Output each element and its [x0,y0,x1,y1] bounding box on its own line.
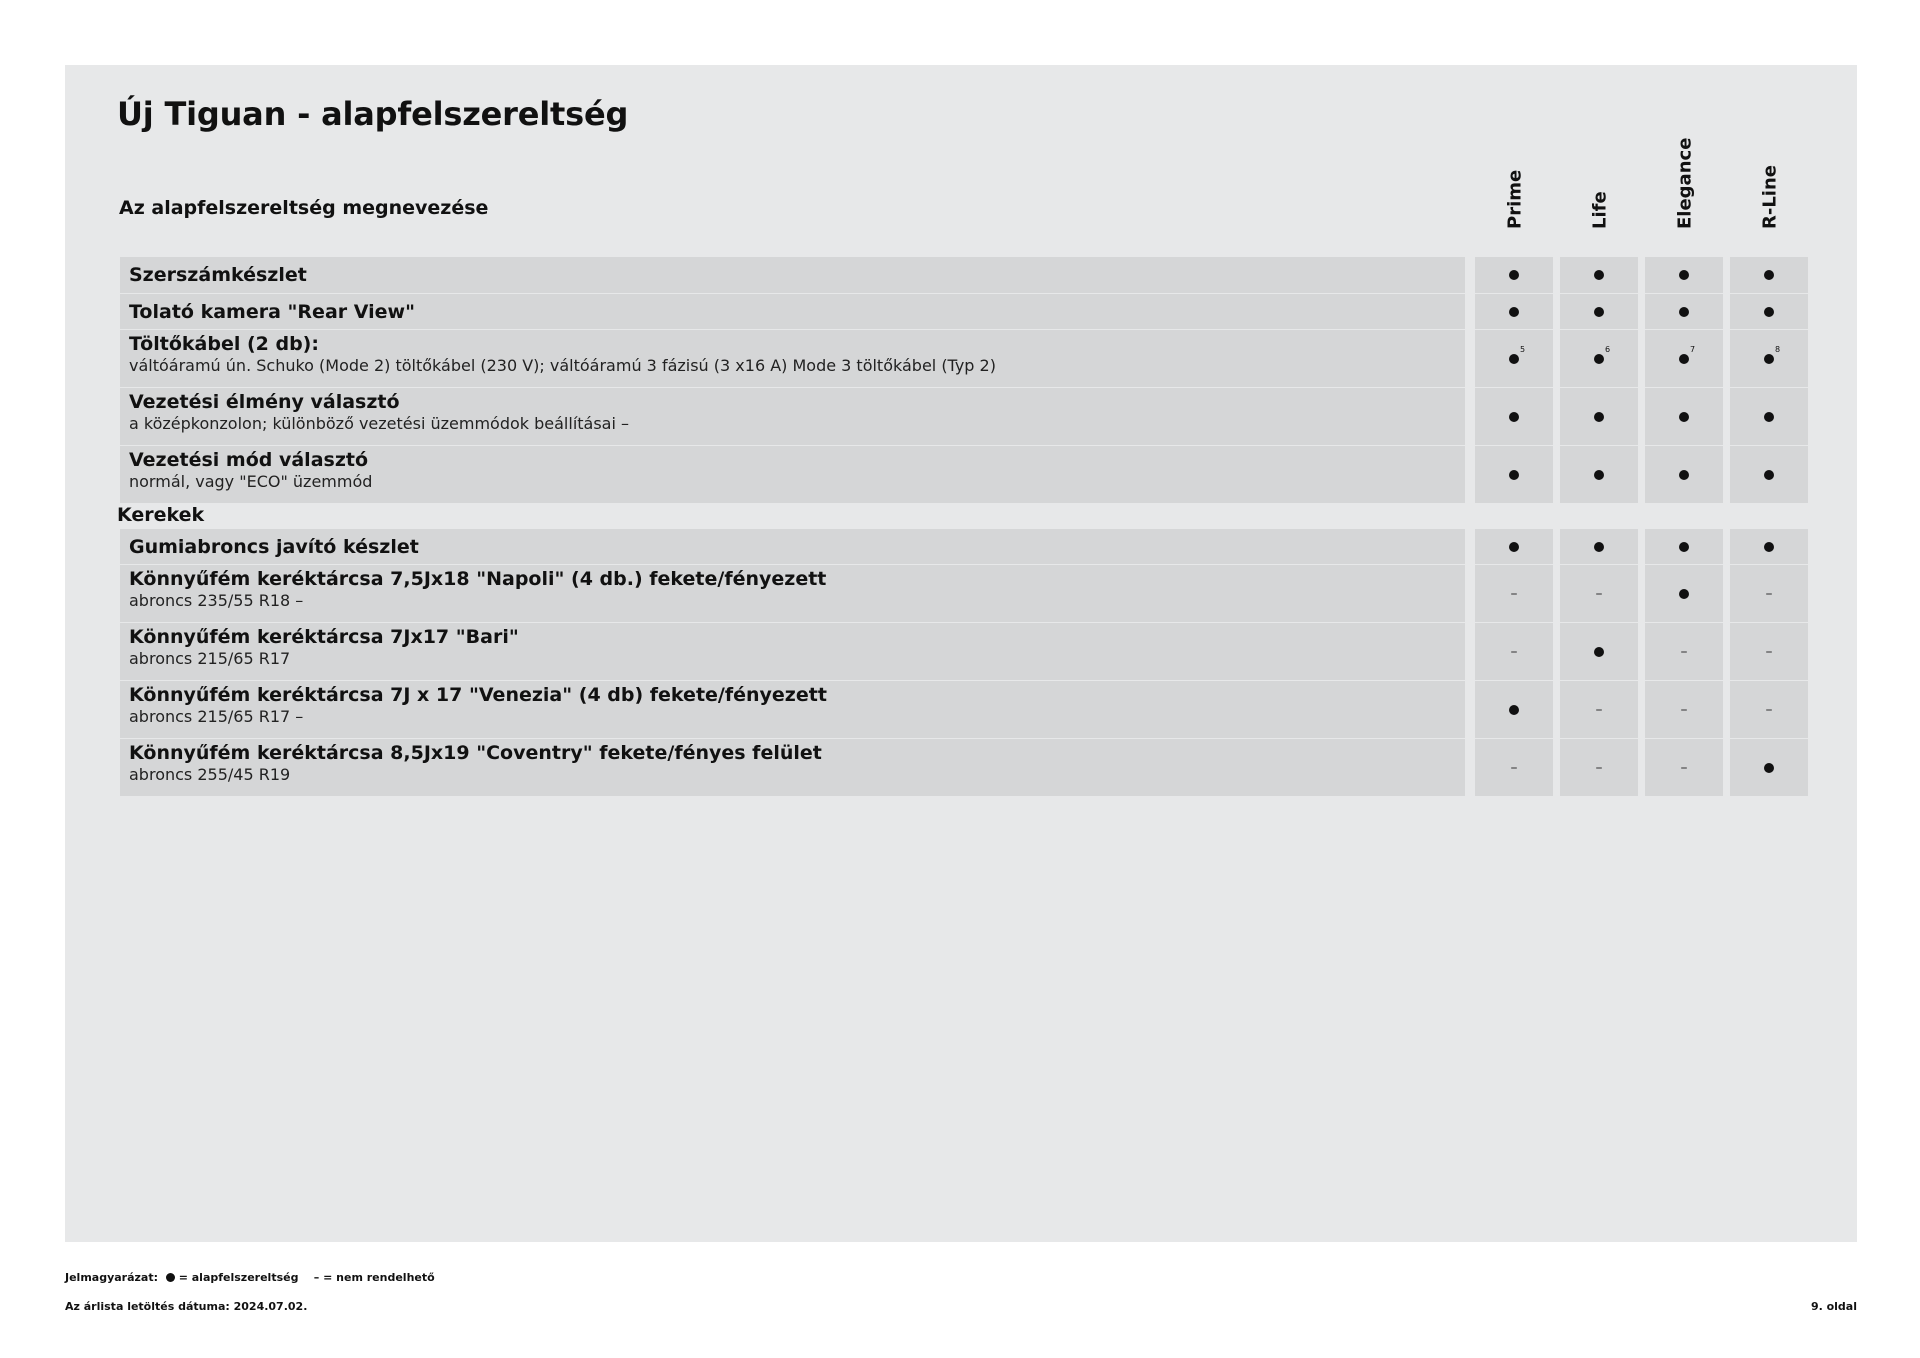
footnote-marker: 6 [1605,344,1611,354]
table-row [120,739,1804,796]
not-available-dash: – [1765,701,1773,718]
row-title: Könnyűfém keréktárcsa 8,5Jx19 "Coventry" fekete/fényes felület [129,742,822,764]
availability-cell-r-line [1730,294,1808,329]
not-available-dash: – [1595,585,1603,602]
not-available-dash: – [1680,643,1688,660]
standard-dot-icon [1594,645,1604,659]
row-label [120,294,1465,329]
availability-cell-elegance [1645,623,1723,680]
row-title: Vezetési élmény választó [129,391,400,413]
availability-cell-life [1560,294,1638,329]
availability-cell-prime [1475,388,1553,445]
row-title: Könnyűfém keréktárcsa 7,5Jx18 "Napoli" (4 db.) fekete/fényezett [129,568,827,590]
row-label [120,388,1465,445]
row-description: a középkonzolon; különböző vezetési üzemmódok beállításai – [129,414,630,433]
availability-cell-elegance [1645,739,1723,796]
row-description: abroncs 215/65 R17 – [129,707,304,726]
row-description: normál, vagy "ECO" üzemmód [129,472,373,491]
not-available-dash: – [1595,759,1603,776]
row-label [120,681,1465,738]
availability-cell-prime [1475,446,1553,503]
download-date: Az árlista letöltés dátuma: 2024.07.02. [65,1300,308,1313]
availability-cell-life [1560,388,1638,445]
legend [65,1271,435,1284]
standard-dot-icon [1764,468,1774,482]
availability-cell-elegance [1645,257,1723,293]
availability-cell-life [1560,257,1638,293]
availability-cell-life [1560,681,1638,738]
standard-dot-icon [1764,344,1781,366]
page-title: Új Tiguan - alapfelszereltség [117,95,629,133]
column-header-r-line: R-Line [1759,165,1781,229]
not-available-dash: – [1765,643,1773,660]
availability-cell-prime [1475,739,1553,796]
availability-cell-r-line [1730,330,1808,387]
not-available-dash: – [1765,585,1773,602]
standard-dot-icon [1594,268,1604,282]
table-row [120,623,1804,680]
standard-dot-icon [1679,540,1689,554]
row-label [120,623,1465,680]
legend-dash-text: – = nem rendelhető [313,1271,435,1284]
table-row [120,529,1804,564]
standard-dot-icon [1594,540,1604,554]
table-row [120,257,1804,293]
standard-dot-icon [1594,468,1604,482]
not-available-dash: – [1510,585,1518,602]
availability-cell-life [1560,529,1638,564]
row-label [120,446,1465,503]
section-title-kerekek: Kerekek [117,504,205,526]
legend-dot-icon [166,1273,175,1282]
availability-cell-elegance [1645,388,1723,445]
standard-dot-icon [1509,410,1519,424]
standard-dot-icon [1509,540,1519,554]
availability-cell-elegance [1645,681,1723,738]
availability-cell-prime [1475,623,1553,680]
row-title: Töltőkábel (2 db): [129,333,319,355]
availability-cell-elegance [1645,294,1723,329]
availability-cell-elegance [1645,565,1723,622]
row-description: abroncs 215/65 R17 [129,649,291,668]
column-header-elegance: Elegance [1674,137,1696,229]
row-label [120,739,1465,796]
standard-dot-icon [1764,540,1774,554]
row-label [120,257,1465,293]
availability-cell-life [1560,565,1638,622]
availability-cell-life [1560,446,1638,503]
standard-dot-icon [1679,344,1696,366]
standard-dot-icon [1509,703,1519,717]
availability-cell-prime [1475,565,1553,622]
table-row [120,446,1804,503]
availability-cell-prime [1475,330,1553,387]
availability-cell-r-line [1730,623,1808,680]
table-header-label: Az alapfelszereltség megnevezése [119,197,489,219]
table-row [120,388,1804,445]
row-title: Vezetési mód választó [129,449,369,471]
row-label [120,529,1465,564]
row-title: Tolató kamera "Rear View" [129,300,415,323]
row-title: Könnyűfém keréktárcsa 7J x 17 "Venezia" (4 db) fekete/fényezett [129,684,827,706]
standard-dot-icon [1764,268,1774,282]
standard-dot-icon [1764,761,1774,775]
legend-dot-text: = alapfelszereltség [178,1271,299,1284]
row-label [120,565,1465,622]
standard-dot-icon [1509,305,1519,319]
availability-cell-life [1560,739,1638,796]
row-description: abroncs 235/55 R18 – [129,591,304,610]
table-row [120,294,1804,329]
row-description: váltóáramú ún. Schuko (Mode 2) töltőkábel (230 V); váltóáramú 3 fázisú (3 x16 A) Mode 3 töltőkábel (Typ 2) [129,356,996,375]
standard-dot-icon [1764,410,1774,424]
not-available-dash: – [1510,759,1518,776]
availability-cell-prime [1475,529,1553,564]
availability-cell-r-line [1730,739,1808,796]
table-row [120,330,1804,387]
availability-cell-r-line [1730,565,1808,622]
standard-dot-icon [1594,344,1611,366]
not-available-dash: – [1680,759,1688,776]
standard-dot-icon [1679,587,1689,601]
availability-cell-prime [1475,294,1553,329]
standard-dot-icon [1764,305,1774,319]
standard-dot-icon [1679,410,1689,424]
row-description: abroncs 255/45 R19 [129,765,291,784]
row-title: Szerszámkészlet [129,264,307,286]
footnote-marker: 7 [1690,344,1696,354]
row-label [120,330,1465,387]
availability-cell-prime [1475,681,1553,738]
legend-label: Jelmagyarázat: [65,1271,159,1284]
standard-dot-icon [1509,268,1519,282]
standard-dot-icon [1679,268,1689,282]
standard-dot-icon [1594,305,1604,319]
availability-cell-elegance [1645,330,1723,387]
availability-cell-life [1560,330,1638,387]
standard-dot-icon [1594,410,1604,424]
availability-cell-prime [1475,257,1553,293]
availability-cell-elegance [1645,529,1723,564]
column-header-life: Life [1589,191,1611,229]
not-available-dash: – [1595,701,1603,718]
footnote-marker: 5 [1520,344,1526,354]
availability-cell-r-line [1730,388,1808,445]
standard-dot-icon [1679,468,1689,482]
standard-dot-icon [1509,344,1526,366]
availability-cell-life [1560,623,1638,680]
availability-cell-r-line [1730,257,1808,293]
standard-dot-icon [1679,305,1689,319]
table-row [120,681,1804,738]
footnote-marker: 8 [1775,344,1781,354]
availability-cell-r-line [1730,529,1808,564]
column-header-prime: Prime [1504,169,1526,229]
table-row [120,565,1804,622]
availability-cell-r-line [1730,681,1808,738]
not-available-dash: – [1510,643,1518,660]
availability-cell-r-line [1730,446,1808,503]
page-number: 9. oldal [1810,1300,1857,1313]
not-available-dash: – [1680,701,1688,718]
row-title: Gumiabroncs javító készlet [129,535,419,558]
row-title: Könnyűfém keréktárcsa 7Jx17 "Bari" [129,626,519,648]
availability-cell-elegance [1645,446,1723,503]
standard-dot-icon [1509,468,1519,482]
